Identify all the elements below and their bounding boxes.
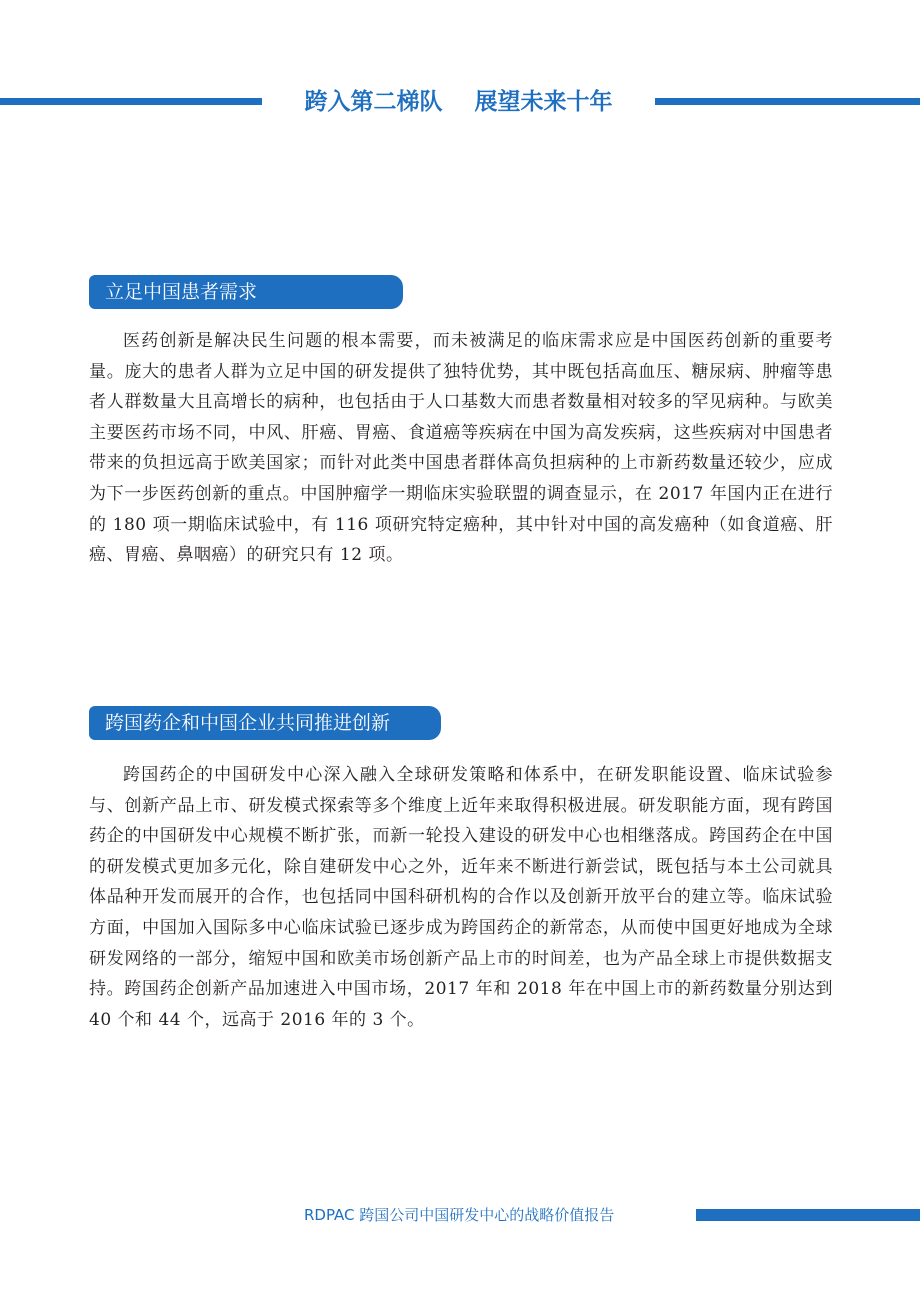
- section-paragraph-joint-innovation: 跨国药企的中国研发中心深入融入全球研发策略和体系中，在研发职能设置、临床试验参与、创新产品上市、研发模式探索等多个维度上近年来取得积极进展。研发职能方面，现有跨国药企的中国研发中心规模不断扩张，而新一轮投入建设的研发中心也相继落成。跨国药企在中国的研发模式更加多元化，除自建研发中心之外，近年来不断进行新尝试，既包括与本土公司就具体品种开发而展开的合作，也包括同中国科研机构的合作以及创新开放平台的建立等。临床试验方面，中国加入国际多中心临床试验已逐步成为跨国药企的新常态，从而使中国更好地成为全球研发网络的一部分，缩短中国和欧美市场创新产品上市的时间差，也为产品全球上市提供数据支持。跨国药企创新产品加速进入中国市场，2017 年和 2018 年在中国上市的新药数量分别达到 40 个和 44 个，远高于 2016 年的 3 个。: [89, 765, 833, 1030]
- page-header-title: 跨入第二梯队 展望未来十年: [304, 89, 613, 115]
- section-heading-patient-needs: 立足中国患者需求: [89, 275, 403, 309]
- header-rule-left: [0, 98, 262, 105]
- report-footer-title: RDPAC 跨国公司中国研发中心的战略价值报告: [304, 1206, 615, 1224]
- section-paragraph-patient-needs: 医药创新是解决民生问题的根本需要，而未被满足的临床需求应是中国医药创新的重要考量。庞大的患者人群为立足中国的研发提供了独特优势，其中既包括高血压、糖尿病、肿瘤等患者人群数量大且高增长的病种，也包括由于人口基数大而患者数量相对较多的罕见病种。与欧美主要医药市场不同，中风、肝癌、胃癌、食道癌等疾病在中国为高发疾病，这些疾病对中国患者带来的负担远高于欧美国家；而针对此类中国患者群体高负担病种的上市新药数量还较少，应成为下一步医药创新的重点。中国肿瘤学一期临床实验联盟的调查显示，在 2017 年国内正在进行的 180 项一期临床试验中，有 116 项研究特定癌种，其中针对中国的高发癌种（如食道癌、肝癌、胃癌、鼻咽癌）的研究只有 12 项。: [89, 331, 833, 566]
- footer-rule: [696, 1209, 920, 1221]
- header-rule-right: [655, 98, 920, 105]
- section-heading-joint-innovation: 跨国药企和中国企业共同推进创新: [89, 706, 441, 740]
